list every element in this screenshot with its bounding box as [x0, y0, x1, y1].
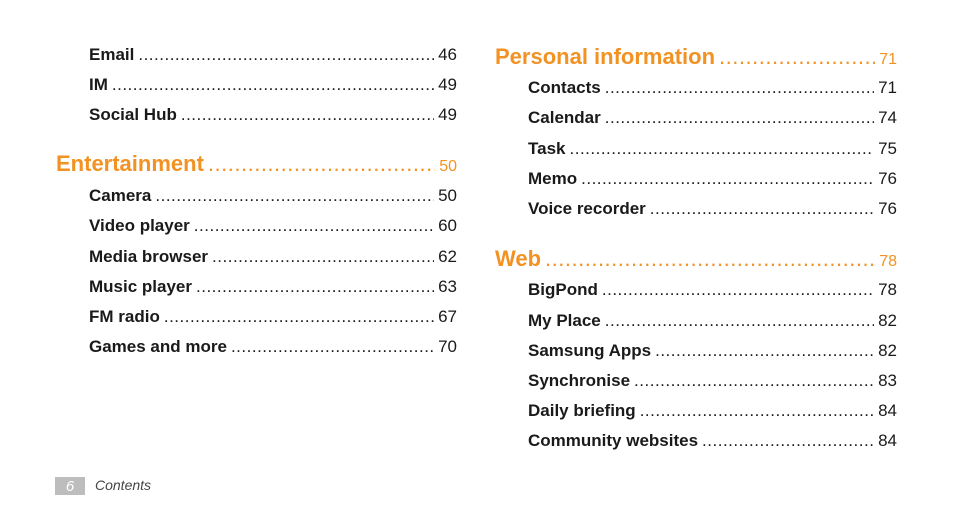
toc-entry-label: Synchronise [528, 371, 631, 390]
toc-entry-synchronise[interactable] [528, 371, 897, 395]
toc-entry-label: My Place [528, 311, 601, 330]
toc-entry-label: Task [528, 139, 566, 158]
toc-entry-label: Music player [89, 277, 192, 296]
toc-entry-label: Voice recorder [528, 199, 646, 218]
toc-entry-social-hub[interactable] [89, 105, 457, 129]
toc-entry-games-and-more[interactable] [89, 337, 457, 361]
toc-entry-label: IM [89, 75, 108, 94]
toc-entry-page: 71 [878, 78, 897, 97]
dot-leader [655, 341, 874, 361]
dot-leader [581, 169, 874, 189]
toc-entry-page: 82 [878, 341, 897, 360]
section-page: 50 [439, 158, 457, 175]
dot-leader [194, 216, 434, 236]
dot-leader [650, 199, 874, 219]
section-title: Entertainment [56, 151, 204, 176]
section-title: Personal information [495, 44, 716, 69]
section-title: Web [495, 246, 542, 271]
toc-entry-page: 70 [438, 337, 457, 356]
toc-entry-daily-briefing[interactable] [528, 401, 897, 425]
dot-leader [212, 247, 434, 267]
dot-leader [570, 139, 875, 159]
dot-leader [605, 311, 874, 331]
footer-label: Contents [95, 477, 152, 493]
toc-entry-page: 82 [878, 311, 897, 330]
toc-entry-label: Games and more [89, 337, 227, 356]
toc-entry-page: 63 [438, 277, 457, 296]
toc-entry-bigpond[interactable] [528, 280, 897, 304]
dot-leader [640, 401, 874, 421]
toc-entry-fm-radio[interactable] [89, 307, 457, 331]
toc-entry-page: 49 [438, 105, 457, 124]
toc-entry-page: 50 [438, 186, 457, 205]
toc-entry-calendar[interactable] [528, 108, 897, 132]
toc-entry-video-player[interactable] [89, 216, 457, 240]
toc-entry-label: Video player [89, 216, 190, 235]
toc-entry-label: Email [89, 45, 135, 64]
toc-entry-contacts[interactable] [528, 78, 897, 102]
toc-entry-community-websites[interactable] [528, 431, 897, 455]
toc-entry-email[interactable] [89, 45, 457, 69]
toc-entry-label: BigPond [528, 280, 598, 299]
toc-entry-label: Samsung Apps [528, 341, 652, 360]
section-page: 78 [879, 253, 897, 270]
toc-entry-voice-recorder[interactable] [528, 199, 897, 223]
toc-entry-page: 67 [438, 307, 457, 326]
toc-entry-page: 62 [438, 247, 457, 266]
dot-leader [719, 44, 875, 70]
toc-entry-page: 84 [878, 401, 897, 420]
toc-entry-label: Calendar [528, 108, 601, 127]
toc-entry-page: 83 [878, 371, 897, 390]
dot-leader [196, 277, 434, 297]
dot-leader [138, 45, 434, 65]
section-page: 71 [879, 51, 897, 68]
dot-leader [702, 431, 874, 451]
toc-entry-page: 49 [438, 75, 457, 94]
dot-leader [545, 246, 875, 272]
toc-entry-music-player[interactable] [89, 277, 457, 301]
section-heading-personal-information[interactable] [495, 44, 897, 74]
toc-entry-label: Camera [89, 186, 152, 205]
toc-entry-page: 75 [878, 139, 897, 158]
dot-leader [112, 75, 434, 95]
toc-entry-label: Media browser [89, 247, 209, 266]
toc-entry-page: 76 [878, 169, 897, 188]
toc-entry-label: Social Hub [89, 105, 177, 124]
toc-entry-task[interactable] [528, 139, 897, 163]
toc-entry-media-browser[interactable] [89, 247, 457, 271]
footer-page-number: 6 [55, 477, 85, 495]
toc-entry-label: Memo [528, 169, 578, 188]
toc-entry-my-place[interactable] [528, 311, 897, 335]
dot-leader [605, 108, 874, 128]
toc-entry-page: 84 [878, 431, 897, 450]
toc-entry-page: 60 [438, 216, 457, 235]
section-heading-web[interactable] [495, 246, 897, 276]
toc-entry-label: FM radio [89, 307, 160, 326]
toc-entry-camera[interactable] [89, 186, 457, 210]
toc-entry-page: 78 [878, 280, 897, 299]
dot-leader [181, 105, 434, 125]
dot-leader [605, 78, 874, 98]
toc-entry-page: 46 [438, 45, 457, 64]
toc-entry-page: 74 [878, 108, 897, 127]
toc-entry-page: 76 [878, 199, 897, 218]
dot-leader [164, 307, 434, 327]
toc-entry-label: Daily briefing [528, 401, 636, 420]
toc-entry-memo[interactable] [528, 169, 897, 193]
toc-entry-label: Community websites [528, 431, 699, 450]
toc-entry-im[interactable] [89, 75, 457, 99]
dot-leader [231, 337, 434, 357]
section-heading-entertainment[interactable] [56, 151, 457, 181]
toc-entry-label: Contacts [528, 78, 601, 97]
dot-leader [155, 186, 434, 206]
dot-leader [208, 151, 435, 177]
dot-leader [602, 280, 874, 300]
toc-entry-samsung-apps[interactable] [528, 341, 897, 365]
dot-leader [634, 371, 874, 391]
